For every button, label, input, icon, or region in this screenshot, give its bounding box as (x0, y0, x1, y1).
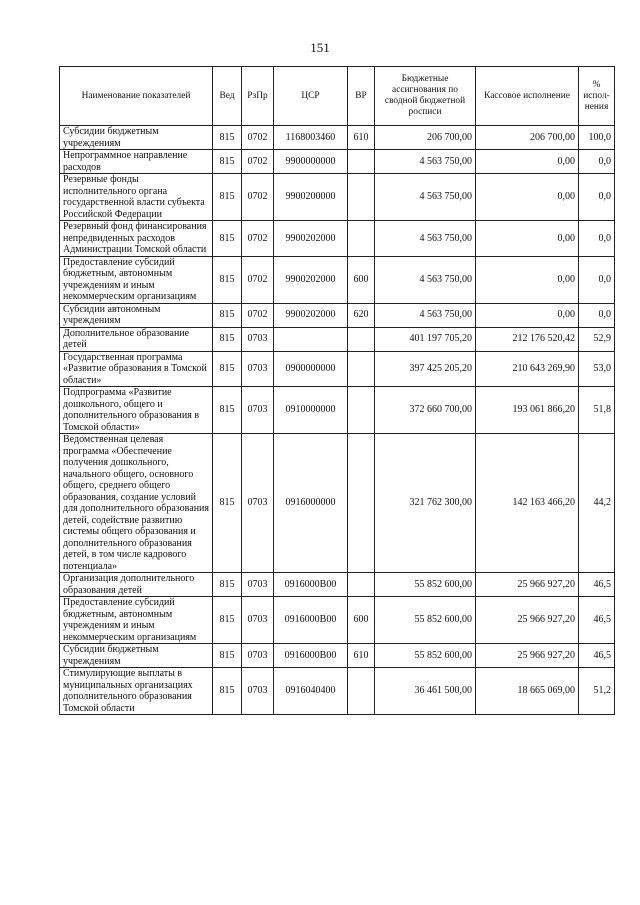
cell-rzpr: 0703 (242, 597, 274, 644)
cell-ved: 815 (213, 221, 242, 257)
cell-ved: 815 (213, 573, 242, 597)
table-row (60, 303, 615, 327)
cell-budget: 372 660 700,00 (375, 387, 476, 434)
cell-rzpr: 0703 (242, 434, 274, 573)
cell-vr: 620 (348, 303, 375, 327)
cell-rzpr: 0702 (242, 150, 274, 174)
cell-percent: 53,0 (579, 351, 615, 387)
cell-cash: 0,00 (476, 303, 579, 327)
cell-percent: 0,0 (579, 174, 615, 221)
cell-budget: 4 563 750,00 (375, 303, 476, 327)
cell-csr: 9900202000 (274, 303, 348, 327)
cell-cash: 142 163 466,20 (476, 434, 579, 573)
cell-budget: 206 700,00 (375, 126, 476, 150)
cell-name: Субсидии бюджетным учреждениям (60, 644, 213, 668)
table-body (60, 126, 615, 715)
cell-csr: 0916000В00 (274, 573, 348, 597)
cell-name: Субсидии автономным учреждениям (60, 303, 213, 327)
cell-vr (348, 434, 375, 573)
cell-vr (348, 573, 375, 597)
cell-rzpr: 0702 (242, 174, 274, 221)
table-row (60, 573, 615, 597)
cell-percent: 0,0 (579, 256, 615, 303)
cell-vr: 610 (348, 644, 375, 668)
cell-csr: 0910000000 (274, 387, 348, 434)
cell-csr: 0916000В00 (274, 597, 348, 644)
table-row (60, 221, 615, 257)
budget-execution-table (59, 66, 615, 715)
cell-cash: 193 061 866,20 (476, 387, 579, 434)
cell-vr (348, 150, 375, 174)
cell-name: Резервный фонд финансирования непредвиденных расходов Администрации Томской области (60, 221, 213, 257)
cell-vr: 600 (348, 256, 375, 303)
cell-ved: 815 (213, 668, 242, 715)
cell-ved: 815 (213, 150, 242, 174)
cell-percent: 100,0 (579, 126, 615, 150)
cell-percent: 46,5 (579, 573, 615, 597)
cell-name: Резервные фонды исполнительного органа государственной власти субъекта Российской Федерации (60, 174, 213, 221)
cell-csr: 0916000В00 (274, 644, 348, 668)
table-row (60, 387, 615, 434)
cell-rzpr: 0702 (242, 256, 274, 303)
table-row (60, 351, 615, 387)
header-csr: ЦСР (274, 67, 348, 126)
header-ved: Вед (213, 67, 242, 126)
cell-rzpr: 0703 (242, 327, 274, 351)
table-header-row (60, 67, 615, 126)
table-row (60, 256, 615, 303)
cell-rzpr: 0702 (242, 126, 274, 150)
cell-rzpr: 0703 (242, 668, 274, 715)
cell-cash: 0,00 (476, 150, 579, 174)
cell-cash: 212 176 520,42 (476, 327, 579, 351)
cell-csr (274, 327, 348, 351)
cell-budget: 4 563 750,00 (375, 256, 476, 303)
cell-name: Подпрограмма «Развитие дошкольного, общего и дополнительного образования в Томской области» (60, 387, 213, 434)
cell-rzpr: 0702 (242, 221, 274, 257)
cell-budget: 4 563 750,00 (375, 174, 476, 221)
cell-ved: 815 (213, 327, 242, 351)
page-number: 151 (310, 40, 330, 55)
cell-percent: 0,0 (579, 150, 615, 174)
cell-name: Организация дополнительного образования детей (60, 573, 213, 597)
cell-vr (348, 221, 375, 257)
table-row (60, 174, 615, 221)
cell-budget: 4 563 750,00 (375, 221, 476, 257)
header-rzpr: РзПр (242, 67, 274, 126)
cell-percent: 46,5 (579, 597, 615, 644)
cell-cash: 0,00 (476, 256, 579, 303)
cell-rzpr: 0703 (242, 644, 274, 668)
cell-budget: 36 461 500,00 (375, 668, 476, 715)
header-percent: % испол-нения (579, 67, 615, 126)
cell-vr (348, 174, 375, 221)
table-row (60, 434, 615, 573)
cell-csr: 0916040400 (274, 668, 348, 715)
cell-csr: 1168003460 (274, 126, 348, 150)
cell-budget: 55 852 600,00 (375, 597, 476, 644)
cell-ved: 815 (213, 303, 242, 327)
cell-vr (348, 387, 375, 434)
cell-name: Непрограммное направление расходов (60, 150, 213, 174)
cell-ved: 815 (213, 387, 242, 434)
table-row (60, 150, 615, 174)
cell-percent: 0,0 (579, 303, 615, 327)
table-row (60, 597, 615, 644)
cell-name: Предоставление субсидий бюджетным, автономным учреждениям и иным некоммерческим организациям (60, 597, 213, 644)
cell-cash: 25 966 927,20 (476, 573, 579, 597)
cell-cash: 18 665 069,00 (476, 668, 579, 715)
cell-budget: 55 852 600,00 (375, 573, 476, 597)
cell-percent: 52,9 (579, 327, 615, 351)
cell-cash: 0,00 (476, 174, 579, 221)
cell-percent: 44,2 (579, 434, 615, 573)
cell-csr: 9900202000 (274, 221, 348, 257)
cell-name: Стимулирующие выплаты в муниципальных организациях дополнительного образования Томской области (60, 668, 213, 715)
table-row (60, 327, 615, 351)
cell-name: Дополнительное образование детей (60, 327, 213, 351)
header-vr: ВР (348, 67, 375, 126)
cell-ved: 815 (213, 434, 242, 573)
cell-percent: 51,2 (579, 668, 615, 715)
cell-budget: 321 762 300,00 (375, 434, 476, 573)
cell-csr: 9900000000 (274, 150, 348, 174)
cell-rzpr: 0703 (242, 351, 274, 387)
cell-csr: 0916000000 (274, 434, 348, 573)
table-row (60, 644, 615, 668)
table-row (60, 126, 615, 150)
cell-cash: 0,00 (476, 221, 579, 257)
cell-cash: 206 700,00 (476, 126, 579, 150)
cell-budget: 55 852 600,00 (375, 644, 476, 668)
cell-vr: 610 (348, 126, 375, 150)
cell-cash: 210 643 269,90 (476, 351, 579, 387)
cell-budget: 397 425 205,20 (375, 351, 476, 387)
cell-percent: 0,0 (579, 221, 615, 257)
cell-budget: 401 197 705,20 (375, 327, 476, 351)
cell-ved: 815 (213, 644, 242, 668)
cell-budget: 4 563 750,00 (375, 150, 476, 174)
cell-cash: 25 966 927,20 (476, 644, 579, 668)
cell-rzpr: 0703 (242, 387, 274, 434)
cell-csr: 9900200000 (274, 174, 348, 221)
cell-rzpr: 0702 (242, 303, 274, 327)
cell-csr: 9900202000 (274, 256, 348, 303)
cell-ved: 815 (213, 256, 242, 303)
cell-csr: 0900000000 (274, 351, 348, 387)
table-row (60, 668, 615, 715)
cell-name: Субсидии бюджетным учреждениям (60, 126, 213, 150)
cell-vr (348, 668, 375, 715)
cell-name: Предоставление субсидий бюджетным, автономным учреждениям и иным некоммерческим организациям (60, 256, 213, 303)
cell-vr: 600 (348, 597, 375, 644)
cell-cash: 25 966 927,20 (476, 597, 579, 644)
cell-ved: 815 (213, 351, 242, 387)
header-budget: Бюджетные ассигнования по сводной бюджетной росписи (375, 67, 476, 126)
cell-rzpr: 0703 (242, 573, 274, 597)
cell-percent: 51,8 (579, 387, 615, 434)
cell-vr (348, 327, 375, 351)
cell-name: Ведомственная целевая программа «Обеспечение получения дошкольного, начального общего, основного общего, среднего общего образования, создание условий для дополнительного образования детей, содействие развитию системы общего образования и дополнительного образования детей, в том числе кадрового потенциала» (60, 434, 213, 573)
cell-ved: 815 (213, 597, 242, 644)
cell-ved: 815 (213, 174, 242, 221)
cell-ved: 815 (213, 126, 242, 150)
header-name: Наименование показателей (60, 67, 213, 126)
cell-name: Государственная программа «Развитие образования в Томской области» (60, 351, 213, 387)
cell-percent: 46,5 (579, 644, 615, 668)
header-cash: Кассовое исполнение (476, 67, 579, 126)
cell-vr (348, 351, 375, 387)
